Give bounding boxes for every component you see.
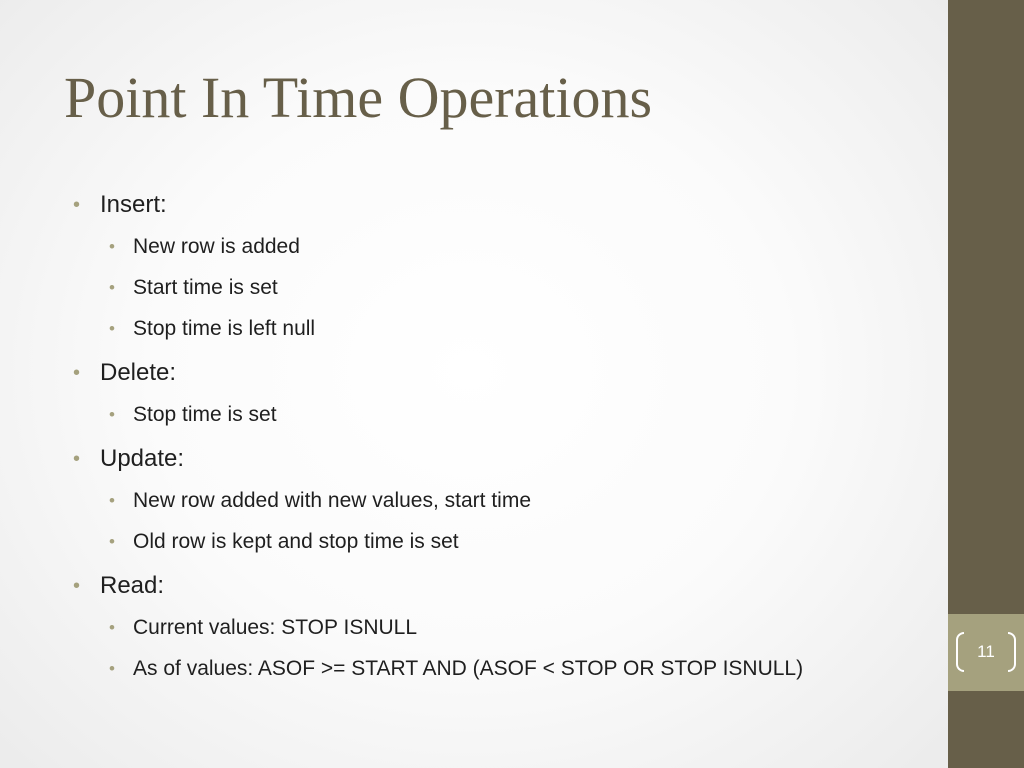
bullet-text: Old row is kept and stop time is set [133, 530, 459, 553]
bullet-icon: • [109, 532, 115, 551]
bullet-item [73, 444, 185, 474]
bullet-icon: • [73, 194, 81, 216]
bullet-icon: • [109, 618, 115, 637]
sub-bullet-item [109, 234, 300, 260]
bullet-icon: • [109, 659, 115, 678]
bullet-icon: • [73, 575, 81, 597]
bullet-text: Start time is set [133, 276, 278, 299]
sub-bullet-item [109, 529, 459, 555]
bullet-item [73, 571, 165, 601]
sub-bullet-item [109, 656, 804, 682]
sub-bullet-item [109, 316, 316, 342]
sub-bullet-item [109, 488, 532, 514]
bullet-item [73, 190, 167, 220]
bullet-text: New row added with new values, start time [133, 489, 532, 512]
sub-bullet-item [109, 275, 278, 301]
bullet-text: Stop time is left null [133, 317, 316, 340]
bullet-icon: • [109, 405, 115, 424]
bullet-icon: • [109, 278, 115, 297]
bullet-icon: • [109, 319, 115, 338]
bullet-icon: • [109, 491, 115, 510]
bullet-text: New row is added [133, 235, 300, 258]
bullet-icon: • [109, 237, 115, 256]
bullet-text: As of values: ASOF >= START AND (ASOF < STOP OR STOP ISNULL) [133, 657, 804, 680]
bullet-text: Current values: STOP ISNULL [133, 616, 418, 639]
bullet-text: Read: [100, 572, 165, 599]
page-number: 11 [977, 642, 995, 661]
page-number-frame [956, 632, 1016, 676]
bullet-text: Insert: [100, 191, 167, 218]
bullet-icon: • [73, 448, 81, 470]
bullet-text: Update: [100, 445, 185, 472]
bullet-text: Delete: [100, 359, 177, 386]
sub-bullet-item [109, 402, 277, 428]
slide-title: Point In Time Operations [64, 65, 653, 130]
bullet-item [73, 358, 177, 388]
bullet-text: Stop time is set [133, 403, 277, 426]
sub-bullet-item [109, 615, 418, 641]
bullet-icon: • [73, 362, 81, 384]
